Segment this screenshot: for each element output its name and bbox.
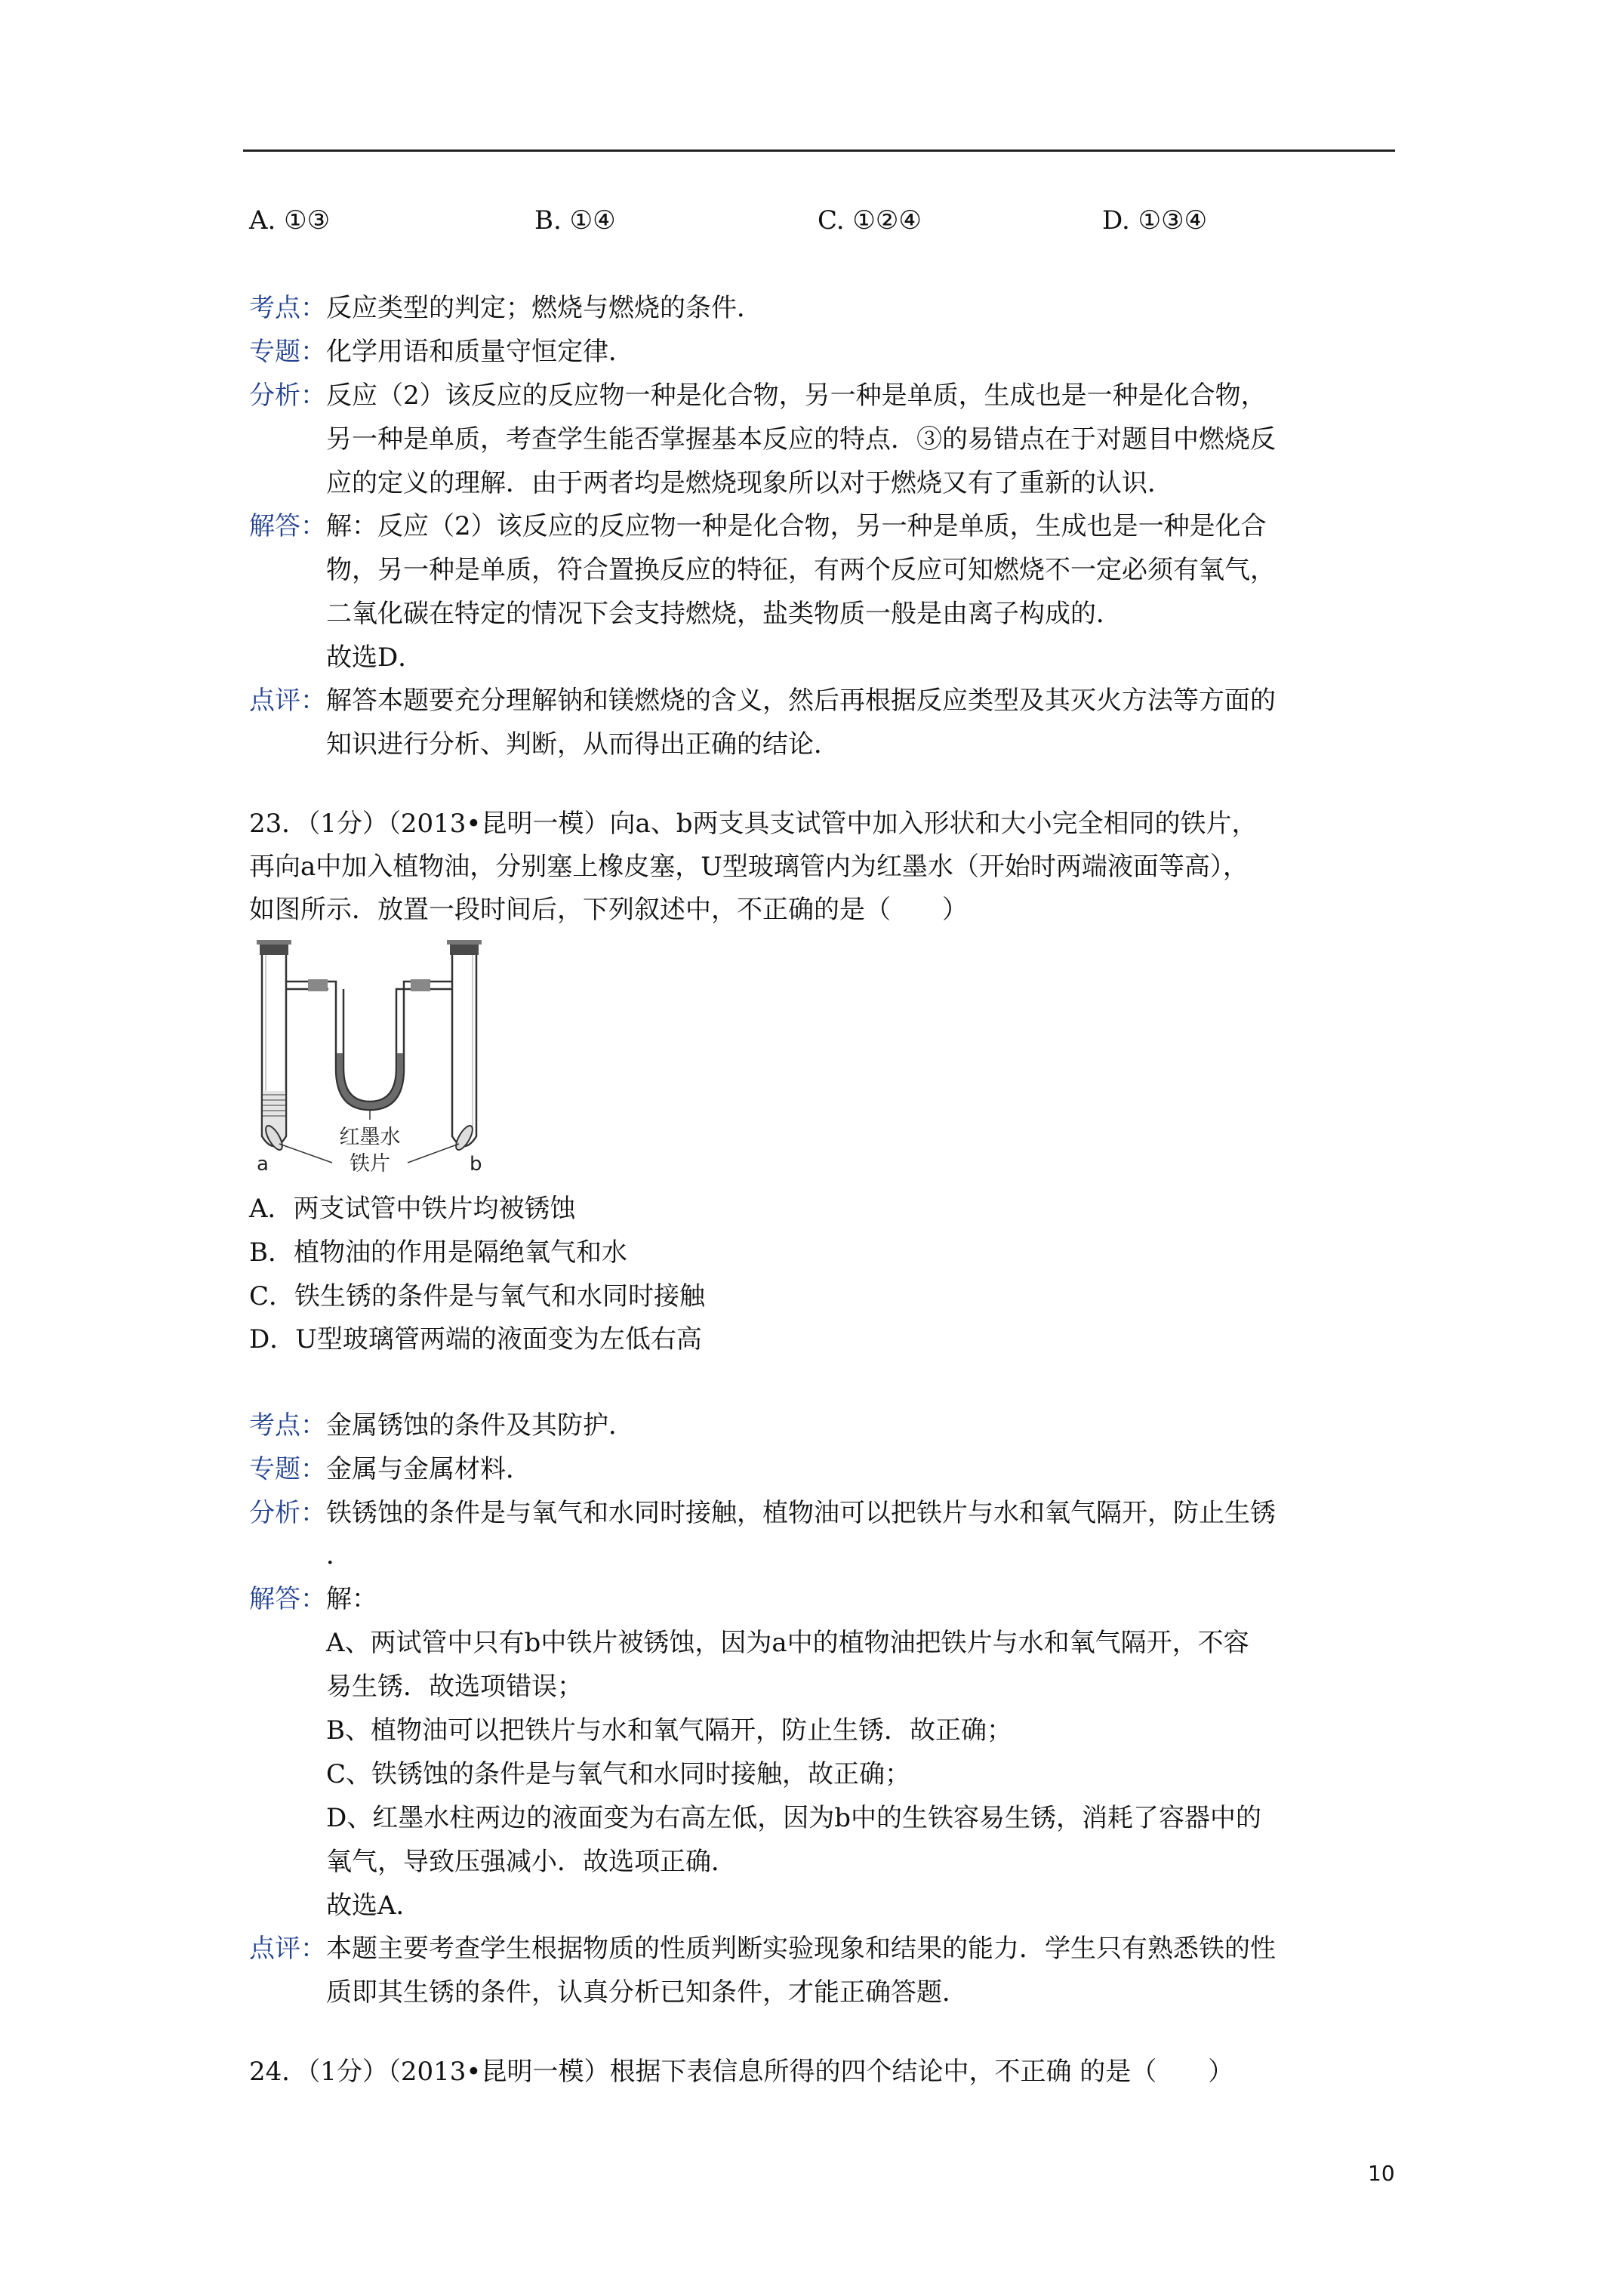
label-b: b: [470, 1153, 482, 1176]
q23-stem-line: 23．（1分）（2013•昆明一模）向a、b两支具支试管中加入形状和大小完全相同的铁片，: [249, 809, 1258, 839]
q23-kaodian-label: 考点：: [249, 1410, 326, 1441]
q23-option-b: B．植物油的作用是隔绝氧气和水: [249, 1237, 627, 1268]
q23-dianping-line: 本题主要考查学生根据物质的性质判断实验现象和结果的能力．学生只有熟悉铁的性: [326, 1934, 1276, 1964]
q24-stem: 24．（1分）（2013•昆明一模）根据下表信息所得的四个结论中，不正确 的是（ ）: [249, 2057, 1234, 2087]
option-d: D. ①③④: [1102, 205, 1208, 236]
q22-jieda-line: 故选D．: [326, 643, 424, 673]
q22-jieda-line: 二氧化碳在特定的情况下会支持燃烧，盐类物质一般是由离子构成的．: [326, 599, 1122, 629]
q23-option-a: A．两支试管中铁片均被锈蚀: [249, 1194, 576, 1224]
q23-fenxi-label: 分析：: [249, 1498, 326, 1528]
q23-option-c: C．铁生锈的条件是与氧气和水同时接触: [249, 1281, 706, 1311]
q23-zhuanti: 金属与金属材料．: [326, 1454, 531, 1484]
q22-jieda-line: 解：反应（2）该反应的反应物一种是化合物，另一种是单质，生成也是一种是化合: [326, 511, 1267, 541]
q22-dianping-label: 点评：: [249, 686, 326, 716]
q22-fenxi-line: 应的定义的理解．由于两者均是燃烧现象所以对于燃烧又有了重新的认识．: [326, 468, 1173, 498]
option-b: B. ①④: [534, 205, 616, 236]
q22-jieda-line: 物，另一种是单质，符合置换反应的特征，有两个反应可知燃烧不一定必须有氧气，: [326, 555, 1276, 585]
q23-jieda-line: A、两试管中只有b中铁片被锈蚀，因为a中的植物油把铁片与水和氧气隔开，不容: [326, 1628, 1249, 1658]
q23-kaodian: 金属锈蚀的条件及其防护．: [326, 1410, 634, 1441]
q22-jieda-label: 解答：: [249, 511, 326, 541]
q23-stem-line: 再向a中加入植物油，分别塞上橡皮塞，U型玻璃管内为红墨水（开始时两端液面等高），: [249, 852, 1249, 882]
label-red-ink: 红墨水: [339, 1126, 401, 1149]
q23-jieda-line: 易生锈．故选项错误；: [326, 1672, 583, 1702]
q22-dianping-line: 解答本题要充分理解钠和镁燃烧的含义，然后再根据反应类型及其灭火方法等方面的: [326, 686, 1276, 716]
iron-piece-b: [453, 1123, 476, 1152]
option-c: C. ①②④: [818, 205, 922, 236]
q23-option-d: D．U型玻璃管两端的液面变为左低右高: [249, 1324, 702, 1354]
label-iron: 铁片: [350, 1152, 390, 1176]
q23-dianping-line: 质即其生锈的条件，认真分析已知条件，才能正确答题．: [326, 1977, 968, 2008]
tube-b-stopper-cap: [447, 940, 482, 945]
q23-fenxi-line: ．: [326, 1540, 352, 1570]
option-a: A. ①③: [249, 205, 331, 236]
joint-b: [411, 979, 430, 991]
page-number: 10: [1368, 2161, 1395, 2186]
q22-dianping-line: 知识进行分析、判断，从而得出正确的结论．: [326, 729, 839, 760]
header-rule: [243, 149, 1395, 152]
q23-jieda-line: 故选A．: [326, 1891, 422, 1921]
iron-pointer-a: [279, 1144, 332, 1163]
joint-a: [308, 979, 328, 991]
q23-jieda-line: B、植物油可以把铁片与水和氧气隔开，防止生锈．故正确；: [326, 1715, 1012, 1746]
q23-zhuanti-label: 专题：: [249, 1454, 326, 1484]
q23-stem-line: 如图所示．放置一段时间后，下列叙述中，不正确的是（ ）: [249, 895, 968, 925]
q22-zhuanti: 化学用语和质量守恒定律．: [326, 337, 634, 367]
label-a: a: [257, 1153, 269, 1176]
q22-fenxi-label: 分析：: [249, 381, 326, 411]
u-tube-experiment-figure: [249, 940, 491, 1178]
q23-fenxi-line: 铁锈蚀的条件是与氧气和水同时接触，植物油可以把铁片与水和氧气隔开，防止生锈: [326, 1498, 1276, 1528]
q23-jieda-line: 氧气，导致压强减小．故选项正确．: [326, 1847, 737, 1877]
q22-fenxi-line: 另一种是单质，考查学生能否掌握基本反应的特点．③的易错点在于对题目中燃烧反: [326, 424, 1276, 455]
iron-pointer-b: [408, 1144, 459, 1163]
q22-zhuanti-label: 专题：: [249, 337, 326, 367]
q22-fenxi-line: 反应（2）该反应的反应物一种是化合物，另一种是单质，生成也是一种是化合物，: [326, 381, 1267, 411]
q23-jieda-line: C、铁锈蚀的条件是与氧气和水同时接触，故正确；: [326, 1759, 911, 1789]
tube-a-stopper-cap: [257, 940, 291, 945]
q23-jieda-label: 解答：: [249, 1584, 326, 1614]
q23-jieda-line: D、红墨水柱两边的液面变为右高左低，因为b中的生铁容易生锈，消耗了容器中的: [326, 1803, 1262, 1833]
q22-kaodian-label: 考点：: [249, 293, 326, 323]
q23-jieda-line: 解：: [326, 1584, 377, 1614]
q23-dianping-label: 点评：: [249, 1934, 326, 1964]
q22-kaodian: 反应类型的判定；燃烧与燃烧的条件．: [326, 293, 762, 323]
